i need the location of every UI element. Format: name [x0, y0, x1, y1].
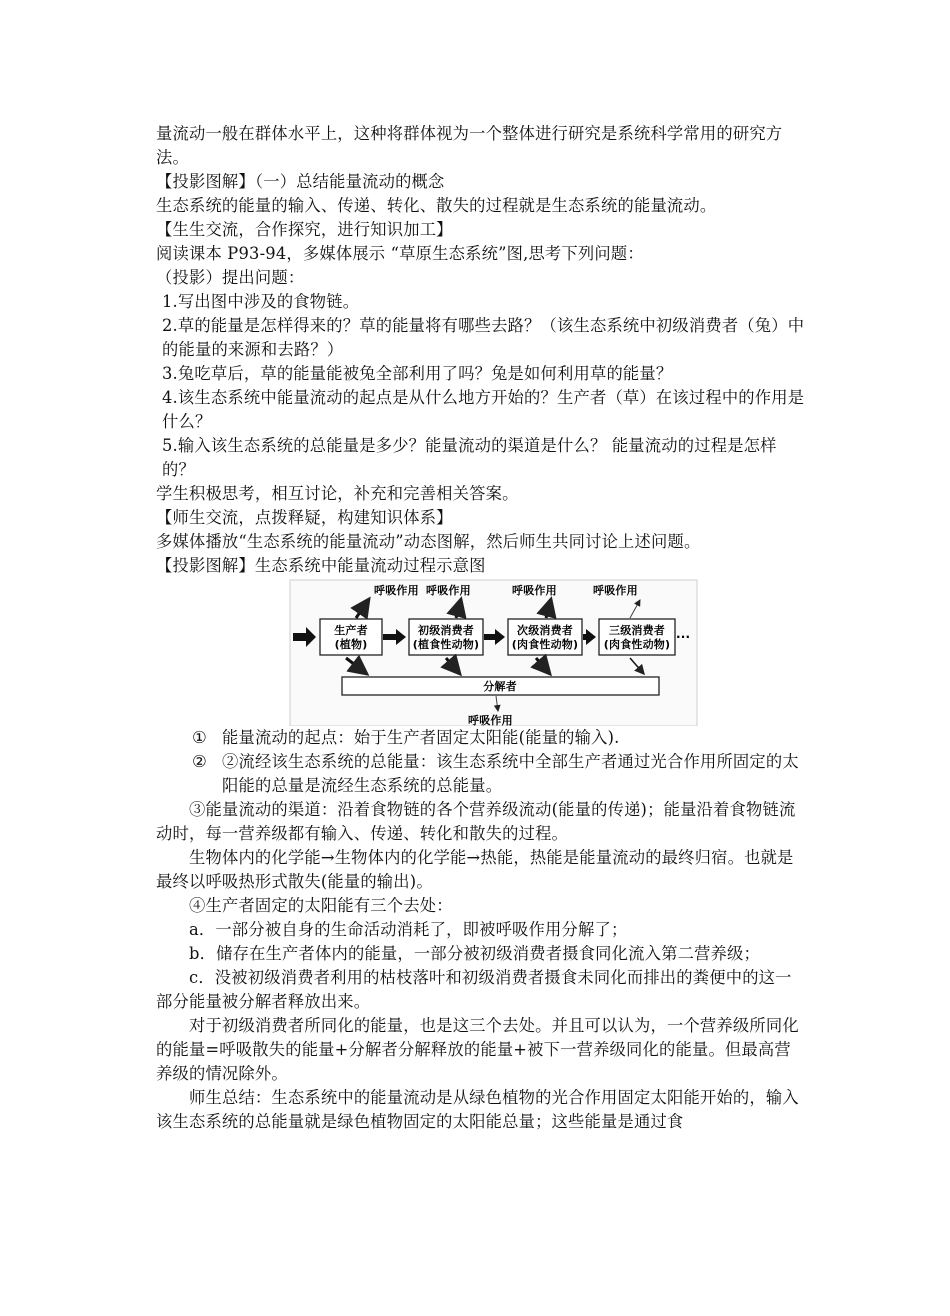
paragraph-definition: 生态系统的能量的输入、传递、转化、散失的过程就是生态系统的能量流动。 — [156, 196, 717, 215]
paragraph-channel: ③能量流动的渠道：沿着食物链的各个营养级流动(能量的传递)；能量沿着食物链流动时，每一营养级都有输入、传递、转化和散失的过程。 — [156, 800, 796, 843]
list-item-a: a．一部分被自身的生命活动消耗了，即被呼吸作用分解了； — [189, 920, 628, 939]
secondary-consumer-sublabel: (肉食性动物) — [511, 638, 579, 651]
respiration-label-3: 呼吸作用 — [512, 584, 557, 597]
producer-label: 生产者 — [334, 624, 368, 637]
point-2-number: ② — [192, 752, 207, 771]
paragraph-three-destinations: ④生产者固定的太阳能有三个去处： — [189, 896, 453, 915]
list-item-b: b．储存在生产者体内的能量，一部分被初级消费者摄食同化流入第二营养级； — [189, 944, 760, 963]
paragraph-chemical-energy: 生物体内的化学能→生物体内的化学能→热能，热能是能量流动的最终归宿。也就是最终以呼吸热形式散失(能量的输出)。 — [156, 848, 794, 891]
tertiary-consumer-label: 三级消费者 — [609, 624, 665, 637]
paragraph-intro: 量流动一般在群体水平上，这种将群体视为一个整体进行研究是系统科学常用的研究方法。 — [156, 124, 783, 167]
heading-projection-concept: 【投影图解】（一）总结能量流动的概念 — [156, 172, 445, 191]
respiration-label-1: 呼吸作用 — [374, 584, 419, 597]
point-2 — [156, 750, 806, 798]
point-1-number: ① — [192, 728, 207, 747]
point-1-text: 能量流动的起点：始于生产者固定太阳能(能量的输入). — [222, 728, 620, 747]
question-3: 3.兔吃草后，草的能量能被兔全部利用了吗？兔是如何利用草的能量？ — [162, 364, 673, 383]
point-2-text: ②流经该生态系统的总能量：该生态系统中全部生产者通过光合作用所固定的太阳能的总量是流经生态系统的总能量。 — [222, 752, 799, 795]
heading-teacher-exchange: 【师生交流，点拨释疑，构建知识体系】 — [156, 508, 453, 527]
tertiary-consumer-sublabel: (肉食性动物) — [603, 638, 671, 651]
energy-flow-diagram — [156, 578, 806, 726]
paragraph-multimedia: 多媒体播放“生态系统的能量流动”动态图解，然后师生共同讨论上述问题。 — [156, 532, 701, 551]
respiration-label-2: 呼吸作用 — [426, 584, 471, 597]
paragraph-discussion: 学生积极思考，相互讨论，补充和完善相关答案。 — [156, 484, 519, 503]
primary-consumer-sublabel: (植食性动物) — [412, 638, 480, 651]
secondary-consumer-label: 次级消费者 — [517, 624, 573, 637]
primary-consumer-label: 初级消费者 — [418, 624, 474, 637]
heading-figure: 【投影图解】生态系统中能量流动过程示意图 — [156, 556, 486, 575]
question-1: 1.写出图中涉及的食物链。 — [162, 292, 360, 311]
paragraph-reading: 阅读课本 P93-94，多媒体展示 “草原生态系统”图,思考下列问题： — [156, 244, 644, 263]
paragraph-summary: 师生总结：生态系统中的能量流动是从绿色植物的光合作用固定太阳能开始的，输入该生态系统的总能量就是绿色植物固定的太阳能总量；这些能量是通过食 — [156, 1088, 799, 1131]
question-4: 4.该生态系统中能量流动的起点是从什么地方开始的？生产者（草）在该过程中的作用是什么？ — [162, 388, 805, 431]
document-page — [156, 122, 806, 1134]
question-2: 2.草的能量是怎样得来的？草的能量将有哪些去路？（该生态系统中初级消费者（兔）中的能量的来源和去路？） — [162, 316, 805, 359]
producer-sublabel: (植物) — [334, 638, 368, 651]
paragraph-primary-consumer: 对于初级消费者所同化的能量，也是这三个去处。并且可以认为，一个营养级所同化的能量=呼吸散失的能量+分解者分解释放的能量+被下一营养级同化的能量。但最高营养级的情况除外。 — [156, 1016, 799, 1083]
list-item-c: c．没被初级消费者利用的枯枝落叶和初级消费者摄食未同化而排出的粪便中的这一部分能量被分解者释放出来。 — [156, 968, 792, 1011]
decomposer-label: 分解者 — [483, 680, 517, 693]
heading-student-exchange: 【生生交流，合作探究，进行知识加工】 — [156, 220, 453, 239]
respiration-label-4: 呼吸作用 — [593, 584, 638, 597]
paragraph-ask-questions: （投影）提出问题： — [156, 268, 305, 287]
decomposer-respiration-label: 呼吸作用 — [468, 714, 513, 726]
question-5: 5.输入该生态系统的总能量是多少？能量流动的渠道是什么？ 能量流动的过程是怎样的？ — [162, 436, 777, 479]
continuation-dots: ··· — [676, 630, 691, 644]
point-1 — [156, 726, 806, 750]
energy-flow-svg — [156, 578, 806, 726]
